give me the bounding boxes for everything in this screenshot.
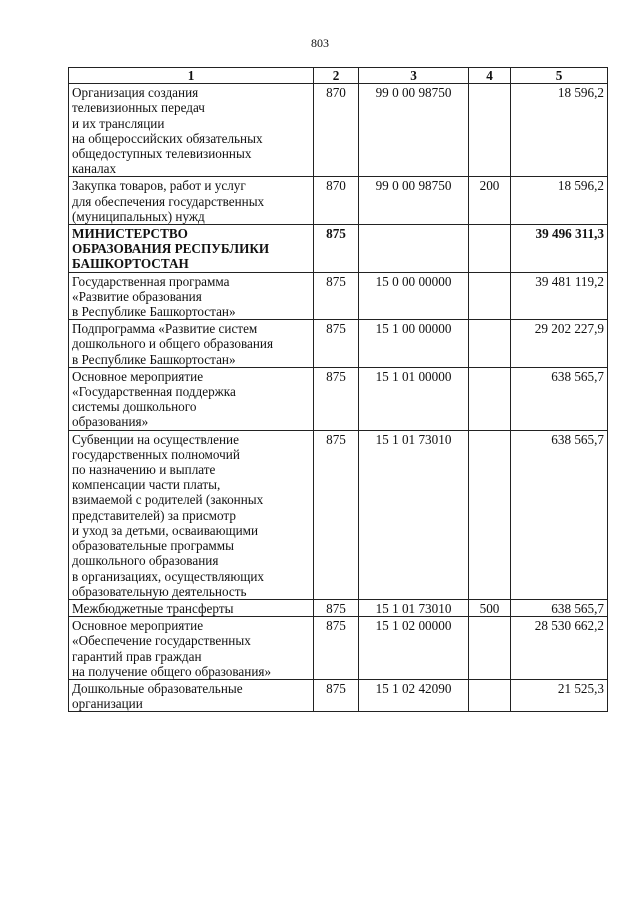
row-expense-type-cell [469, 430, 511, 599]
row-expense-type-cell [469, 272, 511, 320]
row-expense-type-cell [469, 679, 511, 711]
row-ministry-code-cell: 870 [314, 84, 359, 177]
row-target-article-cell: 15 1 01 73010 [359, 599, 469, 616]
row-expense-type-cell [469, 320, 511, 368]
row-amount-cell: 638 565,7 [511, 367, 608, 430]
row-ministry-code-cell: 870 [314, 177, 359, 225]
row-name-cell: Основное мероприятие «Государственная поддержка системы дошкольного образования» [69, 367, 314, 430]
row-expense-type-cell [469, 367, 511, 430]
table-row [69, 84, 608, 177]
row-target-article-cell: 15 0 00 00000 [359, 272, 469, 320]
row-expense-type-cell [469, 84, 511, 177]
table-row [69, 367, 608, 430]
row-expense-type-cell: 200 [469, 177, 511, 225]
header-row [69, 68, 608, 84]
row-target-article-cell: 99 0 00 98750 [359, 84, 469, 177]
table-row [69, 430, 608, 599]
row-amount-cell: 39 481 119,2 [511, 272, 608, 320]
row-target-article-cell: 15 1 02 00000 [359, 617, 469, 680]
table-row [69, 617, 608, 680]
table-row [69, 599, 608, 616]
table-row [69, 177, 608, 225]
row-name-cell: МИНИСТЕРСТВО ОБРАЗОВАНИЯ РЕСПУБЛИКИ БАШКОРТОСТАН [69, 225, 314, 273]
row-amount-cell: 28 530 662,2 [511, 617, 608, 680]
row-target-article-cell: 15 1 02 42090 [359, 679, 469, 711]
row-ministry-code-cell: 875 [314, 679, 359, 711]
row-amount-cell: 18 596,2 [511, 84, 608, 177]
row-amount-cell: 29 202 227,9 [511, 320, 608, 368]
row-target-article-cell: 99 0 00 98750 [359, 177, 469, 225]
row-ministry-code-cell: 875 [314, 272, 359, 320]
row-target-article-cell: 15 1 00 00000 [359, 320, 469, 368]
row-amount-cell: 39 496 311,3 [511, 225, 608, 273]
row-amount-cell: 638 565,7 [511, 599, 608, 616]
table-row [69, 225, 608, 273]
row-name-cell: Организация создания телевизионных передач и их трансляции на общероссийских обязательных общедоступных телевизионных каналах [69, 84, 314, 177]
row-target-article-cell [359, 225, 469, 273]
row-ministry-code-cell: 875 [314, 599, 359, 616]
row-expense-type-cell: 500 [469, 599, 511, 616]
row-name-cell: Межбюджетные трансферты [69, 599, 314, 616]
header-col-4: 4 [469, 68, 511, 84]
row-ministry-code-cell: 875 [314, 617, 359, 680]
table-row [69, 272, 608, 320]
row-ministry-code-cell: 875 [314, 430, 359, 599]
row-expense-type-cell [469, 225, 511, 273]
row-name-cell: Государственная программа «Развитие образования в Республике Башкортостан» [69, 272, 314, 320]
row-name-cell: Субвенции на осуществление государственных полномочий по назначению и выплате компенсации части платы, взимаемой с родителей (законных представителей) за присмотр и уход за детьми, осваивающими образовательные программы дошкольного образования в организациях, осуществляющих образовательную деятельность [69, 430, 314, 599]
row-amount-cell: 638 565,7 [511, 430, 608, 599]
budget-table [68, 67, 608, 712]
row-name-cell: Подпрограмма «Развитие систем дошкольного и общего образования в Республике Башкортостан» [69, 320, 314, 368]
table-row [69, 679, 608, 711]
row-ministry-code-cell: 875 [314, 320, 359, 368]
row-ministry-code-cell: 875 [314, 225, 359, 273]
row-name-cell: Закупка товаров, работ и услуг для обеспечения государственных (муниципальных) нужд [69, 177, 314, 225]
header-col-1: 1 [69, 68, 314, 84]
row-amount-cell: 18 596,2 [511, 177, 608, 225]
row-target-article-cell: 15 1 01 00000 [359, 367, 469, 430]
row-name-cell: Основное мероприятие «Обеспечение государственных гарантий прав граждан на получение общего образования» [69, 617, 314, 680]
row-amount-cell: 21 525,3 [511, 679, 608, 711]
header-col-3: 3 [359, 68, 469, 84]
header-col-2: 2 [314, 68, 359, 84]
row-expense-type-cell [469, 617, 511, 680]
page-number: 803 [311, 36, 329, 50]
row-name-cell: Дошкольные образовательные организации [69, 679, 314, 711]
row-target-article-cell: 15 1 01 73010 [359, 430, 469, 599]
row-ministry-code-cell: 875 [314, 367, 359, 430]
table-row [69, 320, 608, 368]
header-col-5: 5 [511, 68, 608, 84]
